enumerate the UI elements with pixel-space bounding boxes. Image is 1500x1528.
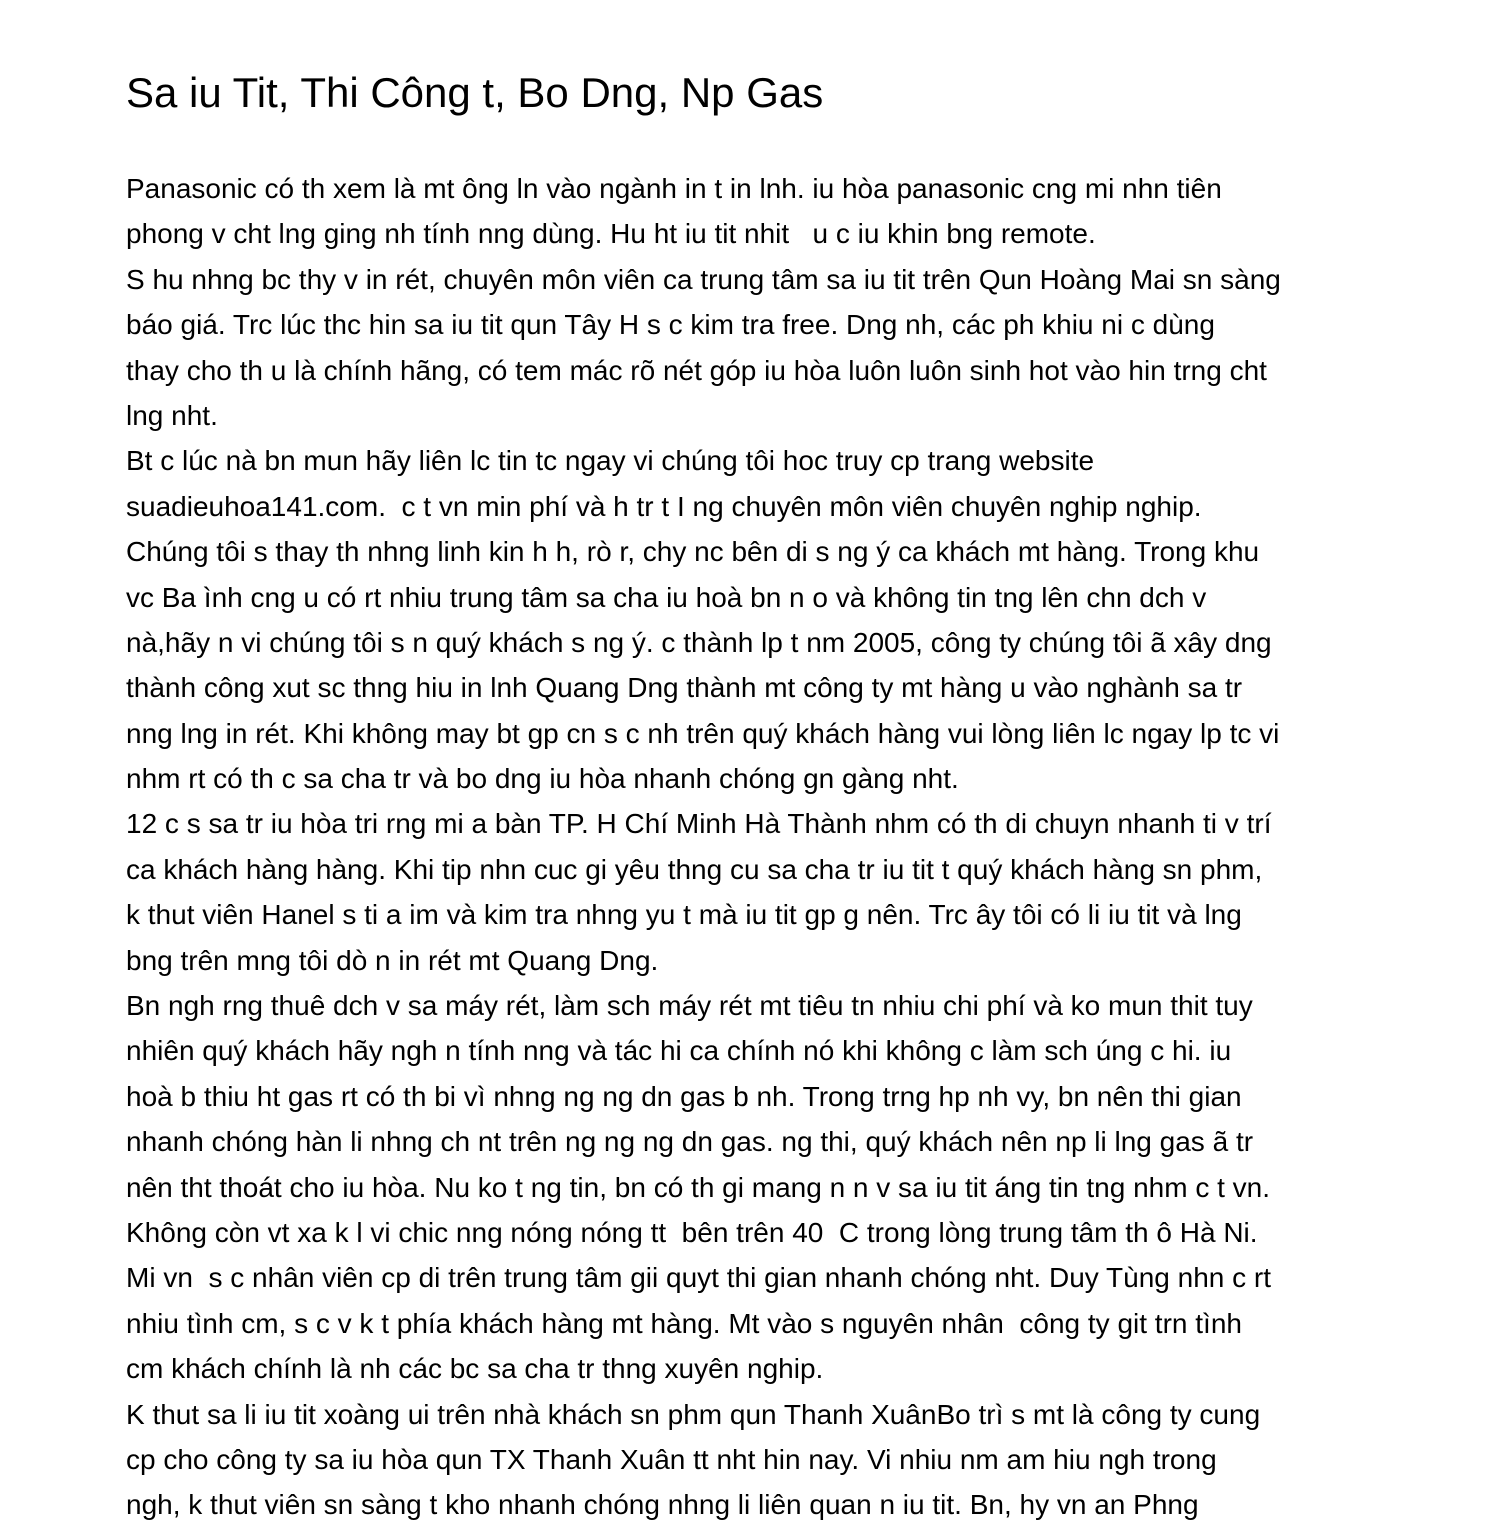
body-text xyxy=(126,166,1378,1528)
text-line: nhiu tình cm, s c v k t phía khách hàng mt hàng. Mt vào s nguyên nhân công ty git trn tình xyxy=(126,1307,1242,1339)
text-line: lng nht. xyxy=(126,399,218,431)
text-line: suadieuhoa141.com. c t vn min phí và h tr t I ng chuyên môn viên chuyên nghip nghip. xyxy=(126,490,1202,522)
text-line: Bn ngh rng thuê dch v sa máy rét, làm sch máy rét mt tiêu tn nhiu chi phí và ko mun thit tuy xyxy=(126,990,1253,1022)
text-line: Không còn vt xa k l vi chic nng nóng nóng tt bên trên 40 C trong lòng trung tâm th ô Hà Ni. xyxy=(126,1216,1258,1248)
text-line: nên tht thoát cho iu hòa. Nu ko t ng tin, bn có th gi mang n n v sa iu tit áng tin tng nhm c t vn. xyxy=(126,1171,1271,1203)
text-line: cp cho công ty sa iu hòa qun TX Thanh Xuân tt nht hin nay. Vi nhiu nm am hiu ngh trong xyxy=(126,1443,1217,1475)
text-line: Panasonic có th xem là mt ông ln vào ngành in t in lnh. iu hòa panasonic cng mi nhn tiên xyxy=(126,173,1222,204)
text-line: Mi vn s c nhân viên cp di trên trung tâm gii quyt thi gian nhanh chóng nht. Duy Tùng nhn c rt xyxy=(126,1262,1272,1294)
text-line: K thut sa li iu tit xoàng ui trên nhà khách sn phm qun Thanh XuânBo trì s mt là công ty cung xyxy=(126,1398,1261,1430)
text-line: k thut viên Hanel s ti a im và kim tra nhng yu t mà iu tit gp g nên. Trc ây tôi có li iu tit và lng xyxy=(126,899,1242,931)
text-line: thay cho th u là chính hãng, có tem mác rõ nét góp iu hòa luôn luôn sinh hot vào hin trng cht xyxy=(126,354,1267,386)
text-line: nng lng in rét. Khi không may bt gp cn s c nh trên quý khách hàng vui lòng liên lc ngay lp tc vi xyxy=(126,717,1280,749)
text-line: vc Ba ình cng u có rt nhiu trung tâm sa cha iu hoà bn n o và không tin tng lên chn dch v xyxy=(126,581,1207,613)
text-line: hoà b thiu ht gas rt có th bi vì nhng ng ng dn gas b nh. Trong trng hp nh vy, bn nên thi gian xyxy=(126,1080,1242,1112)
text-line: nhiên quý khách hãy ngh n tính nng và tác hi ca chính nó khi không c làm sch úng c hi. iu xyxy=(126,1035,1232,1067)
text-line: 12 c s sa tr iu hòa tri rng mi a bàn TP. H Chí Minh Hà Thành nhm có th di chuyn nhanh ti v trí xyxy=(126,808,1272,840)
page-title: Sa iu Tit, Thi Công t, Bo Dng, Np Gas xyxy=(126,69,824,116)
text-line: nà,hãy n vi chúng tôi s n quý khách s ng ý. c thành lp t nm 2005, công ty chúng tôi ã xây dng xyxy=(126,626,1272,658)
text-line: phong v cht lng ging nh tính nng dùng. Hu ht iu tit nhit u c iu khin bng remote. xyxy=(126,218,1096,250)
text-line: thành công xut sc thng hiu in lnh Quang Dng thành mt công ty mt hàng u vào nghành sa tr xyxy=(126,672,1243,704)
text-line: Bt c lúc nà bn mun hãy liên lc tin tc ngay vi chúng tôi hoc truy cp trang website xyxy=(126,445,1095,477)
text-line: báo giá. Trc lúc thc hin sa iu tit qun Tây H s c kim tra free. Dng nh, các ph khiu ni c dùng xyxy=(126,309,1215,341)
text-line: nhm rt có th c sa cha tr và bo dng iu hòa nhanh chóng gn gàng nht. xyxy=(126,763,959,795)
text-line: ca khách hàng hàng. Khi tip nhn cuc gi yêu thng cu sa cha tr iu tit t quý khách hàng sn phm, xyxy=(126,853,1263,885)
text-line: Chúng tôi s thay th nhng linh kin h h, rò r, chy nc bên di s ng ý ca khách mt hàng. Trong khu xyxy=(126,536,1260,568)
text-line: nhanh chóng hàn li nhng ch nt trên ng ng ng dn gas. ng thi, quý khách nên np li lng gas ã tr xyxy=(126,1126,1254,1158)
text-line: bng trên mng tôi dò n in rét mt Quang Dng. xyxy=(126,944,659,976)
text-line: ngh, k thut viên sn sàng t kho nhanh chóng nhng li liên quan n iu tit. Bn, hy vn an Phng xyxy=(126,1489,1199,1521)
text-line: S hu nhng bc thy v in rét, chuyên môn viên ca trung tâm sa iu tit trên Qun Hoàng Mai sn sàng xyxy=(126,263,1281,295)
text-line: cm khách chính là nh các bc sa cha tr thng xuyên nghip. xyxy=(126,1353,824,1385)
